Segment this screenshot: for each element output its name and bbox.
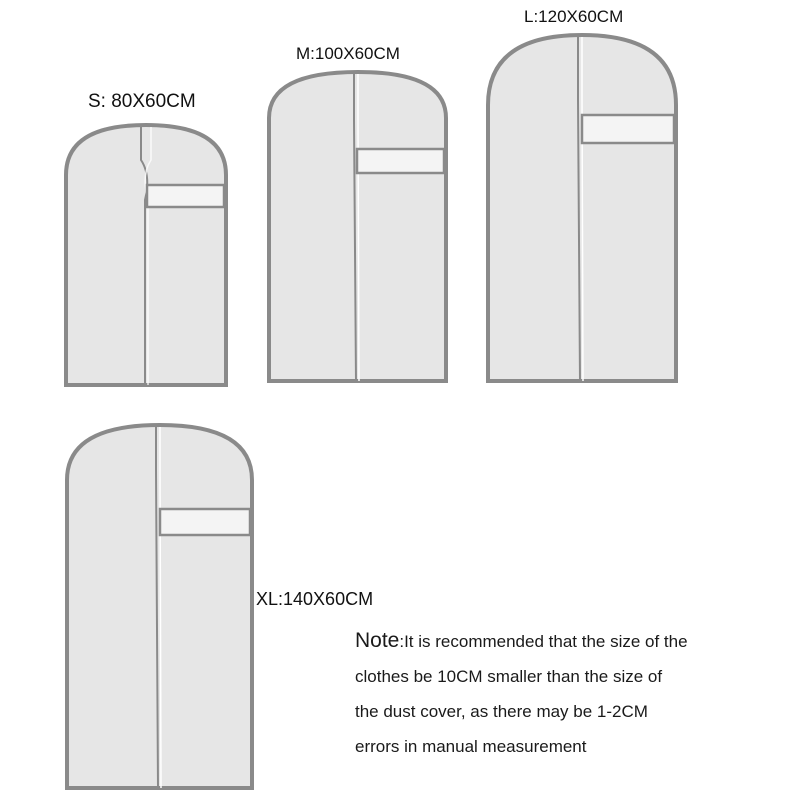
garment-bag-xl	[67, 425, 252, 788]
id-window	[357, 149, 444, 173]
note-first-line	[355, 631, 795, 652]
note-prefix: Note	[355, 629, 400, 652]
note-line: clothes be 10CM smaller than the size of	[355, 667, 663, 686]
id-window	[582, 115, 674, 143]
note-line: the dust cover, as there may be 1-2CM	[355, 702, 648, 721]
size-note	[355, 631, 795, 757]
size-label-small: S: 80X60CM	[88, 91, 196, 112]
garment-bag-medium	[269, 72, 446, 381]
size-label-large: L:120X60CM	[524, 7, 624, 26]
id-window	[160, 509, 250, 535]
size-label-xl: XL:140X60CM	[256, 589, 374, 609]
garment-bag-large	[488, 35, 676, 381]
id-window	[147, 185, 224, 207]
size-label-medium: M:100X60CM	[296, 44, 400, 63]
note-line: errors in manual measurement	[355, 737, 587, 756]
note-first-line-text: :It is recommended that the size of the	[399, 632, 688, 651]
garment-bag-small	[66, 125, 226, 385]
